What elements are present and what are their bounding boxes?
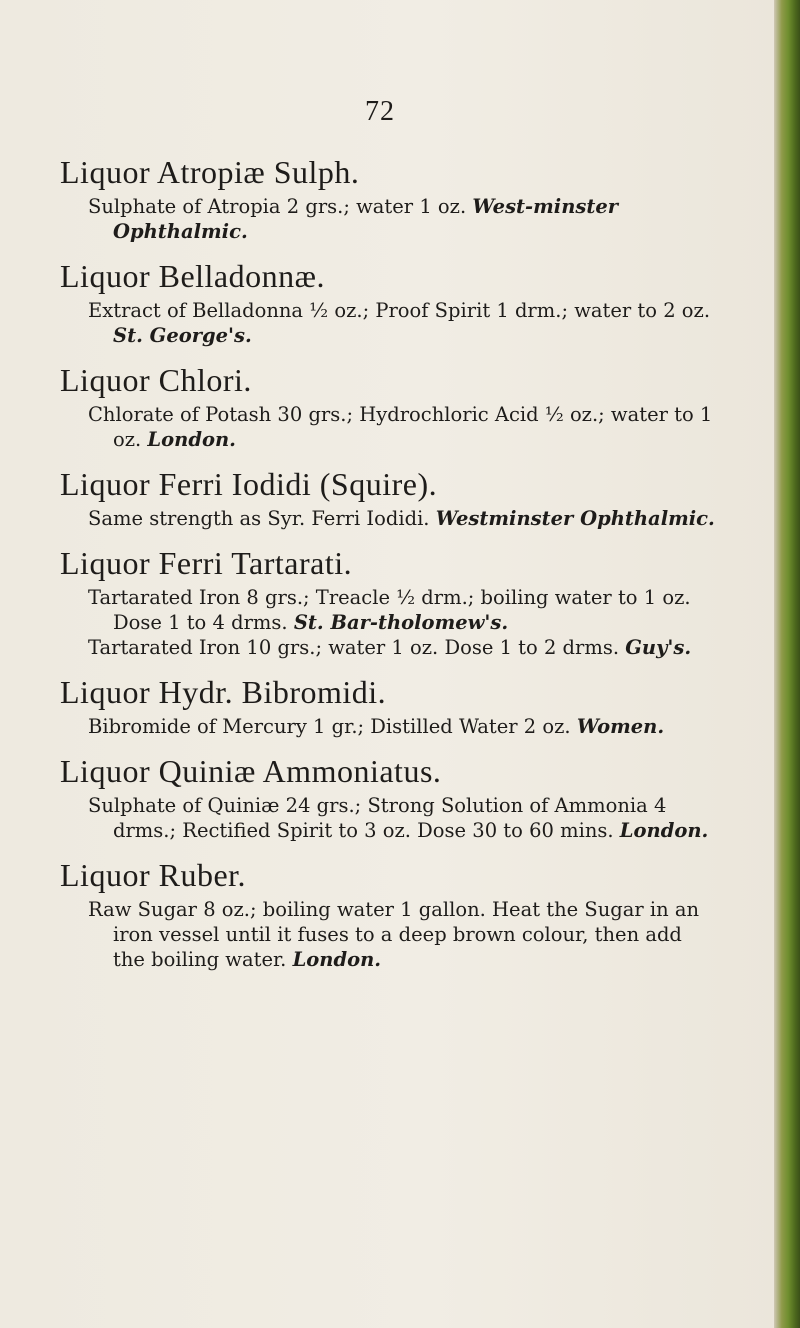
entry-body — [88, 194, 720, 244]
entry-source: London. — [147, 428, 236, 451]
entry-liquor-belladonnae — [60, 254, 720, 348]
entry-text: Same strength as Syr. Ferri Iodidi. — [88, 507, 430, 530]
entry-liquor-ruber — [60, 853, 720, 972]
entry-heading: Liquor Ruber. — [60, 857, 247, 893]
entry-paragraph — [88, 506, 720, 531]
entry-paragraph — [88, 194, 720, 244]
entry-body — [88, 897, 720, 972]
entry-liquor-ferri-iodidi — [60, 462, 720, 531]
entry-body — [88, 506, 720, 531]
entry-text: Extract of Belladonna ½ oz.; Proof Spirit 1 drm.; water to 2 oz. — [88, 299, 711, 322]
entry-source: St. Bar-tholomew's. — [293, 611, 509, 634]
entry-liquor-chlori — [60, 358, 720, 452]
entry-liquor-hydr-bibromidi — [60, 670, 720, 739]
entry-body — [88, 298, 720, 348]
entry-text: Tartarated Iron 8 grs.; Treacle ½ drm.; boiling water to 1 oz. Dose 1 to 4 drms. — [88, 586, 691, 634]
entry-source: West-minster Ophthalmic. — [113, 195, 619, 243]
entry-source: Guy's. — [625, 636, 692, 659]
recipe-list — [60, 150, 720, 982]
entry-text: Sulphate of Atropia 2 grs.; water 1 oz. — [88, 195, 467, 218]
entry-text: Chlorate of Potash 30 grs.; Hydrochloric Acid ½ oz.; water to 1 oz. — [88, 403, 713, 451]
entry-heading: Liquor Hydr. Bibromidi. — [60, 674, 387, 710]
entry-liquor-ferri-tartarati — [60, 541, 720, 660]
entry-text: Raw Sugar 8 oz.; boiling water 1 gallon. Heat the Sugar in an iron vessel until it fuses to a deep brown colour, then add the boiling water. — [88, 898, 700, 971]
entry-paragraph — [88, 793, 720, 843]
entry-paragraph — [88, 897, 720, 972]
entry-liquor-quiniae-ammoniatus — [60, 749, 720, 843]
entry-source: St. George's. — [113, 324, 252, 347]
page-edge — [774, 0, 800, 1328]
entry-heading: Liquor Quiniæ Ammoniatus. — [60, 753, 442, 789]
entry-text: Tartarated Iron 10 grs.; water 1 oz. Dose 1 to 2 drms. — [88, 636, 620, 659]
entry-paragraph — [88, 298, 720, 348]
entry-heading: Liquor Chlori. — [60, 362, 252, 398]
entry-heading: Liquor Atropiæ Sulph. — [60, 154, 360, 190]
entry-source: London. — [619, 819, 709, 842]
page-number: 72 — [365, 96, 395, 127]
entry-source: London. — [292, 948, 382, 971]
entry-heading: Liquor Ferri Iodidi (Squire). — [60, 466, 438, 502]
entry-body — [88, 793, 720, 843]
entry-source: Westminster Ophthalmic. — [435, 507, 715, 530]
entry-source: Women. — [576, 715, 665, 738]
entry-paragraph — [88, 585, 720, 635]
entry-body — [88, 714, 720, 739]
entry-paragraph — [88, 402, 720, 452]
entry-heading: Liquor Belladonnæ. — [60, 258, 325, 294]
entry-paragraph — [88, 635, 720, 660]
entry-body — [88, 402, 720, 452]
entry-text: Sulphate of Quiniæ 24 grs.; Strong Solution of Ammonia 4 drms.; Rectified Spirit to 3 oz. Dose 30 to 60 mins. — [88, 794, 667, 842]
entry-text: Bibromide of Mercury 1 gr.; Distilled Water 2 oz. — [88, 715, 571, 738]
entry-liquor-atropiae-sulph — [60, 150, 720, 244]
entry-body — [88, 585, 720, 660]
entry-paragraph — [88, 714, 720, 739]
entry-heading: Liquor Ferri Tartarati. — [60, 545, 353, 581]
